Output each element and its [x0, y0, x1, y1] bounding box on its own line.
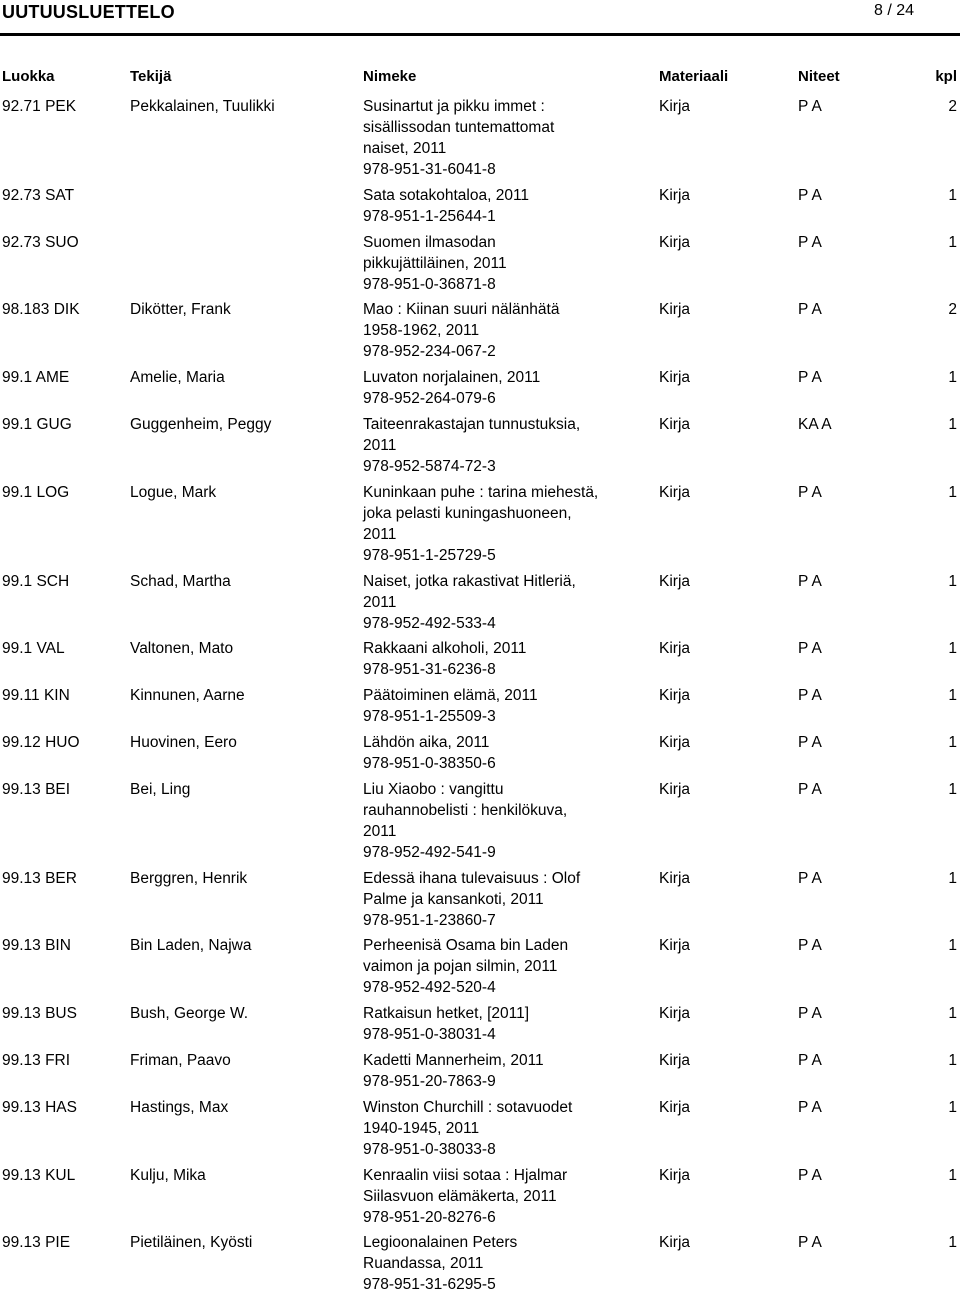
nimeke-line: 1940-1945, 2011: [363, 1119, 480, 1137]
column-header-kpl: kpl: [935, 68, 957, 85]
table-row: [0, 1232, 960, 1300]
cell-luokka: 99.13 PIE: [2, 1234, 71, 1252]
cell-nimeke: [363, 1003, 628, 1045]
nimeke-line: 978-952-234-067-2: [363, 343, 496, 361]
nimeke-line: 978-951-20-7863-9: [363, 1072, 496, 1090]
nimeke-line: 978-951-31-6236-8: [363, 661, 496, 679]
cell-niteet: P A: [798, 733, 822, 751]
cell-kpl: 1: [948, 869, 957, 887]
cell-kpl: 1: [948, 780, 957, 798]
nimeke-line: Kadetti Mannerheim, 2011: [363, 1051, 544, 1069]
document-title: UUTUUSLUETTELO: [2, 2, 175, 22]
nimeke-line: 978-952-264-079-6: [363, 390, 496, 408]
table-row: [0, 1097, 960, 1165]
cell-niteet: P A: [798, 780, 822, 798]
nimeke-line: 2011: [363, 436, 397, 454]
table-row: [0, 685, 960, 732]
nimeke-line: joka pelasti kuningashuoneen,: [363, 504, 572, 522]
table-row: [0, 1165, 960, 1233]
cell-nimeke: [363, 935, 628, 998]
cell-niteet: P A: [798, 1098, 822, 1116]
cell-materiaali: Kirja: [659, 483, 691, 501]
cell-nimeke: [363, 232, 628, 295]
nimeke-line: 978-952-492-520-4: [363, 979, 496, 997]
table-row: [0, 732, 960, 779]
cell-tekija: Bush, George W.: [130, 1005, 249, 1023]
cell-luokka: 99.1 LOG: [2, 483, 70, 501]
cell-nimeke: [363, 868, 628, 931]
nimeke-line: sisällissodan tuntemattomat: [363, 119, 555, 136]
cell-materiaali: Kirja: [659, 1005, 691, 1023]
cell-tekija: Dikötter, Frank: [130, 301, 231, 319]
cell-niteet: P A: [798, 687, 822, 705]
cell-kpl: 1: [948, 1051, 957, 1069]
cell-kpl: 1: [948, 937, 957, 955]
cell-luokka: 99.13 BEI: [2, 780, 71, 798]
cell-materiaali: Kirja: [659, 1098, 691, 1116]
cell-kpl: 2: [948, 301, 957, 319]
cell-kpl: 1: [948, 233, 957, 251]
table-row: [0, 299, 960, 367]
nimeke-line: rauhannobelisti : henkilökuva,: [363, 801, 568, 819]
column-header-row: [0, 68, 960, 88]
cell-tekija: Bin Laden, Najwa: [130, 937, 252, 955]
cell-niteet: P A: [798, 937, 822, 955]
nimeke-line: Kenraalin viisi sotaa : Hjalmar: [363, 1166, 568, 1184]
cell-luokka: 99.12 HUO: [2, 733, 80, 751]
nimeke-line: 1958-1962, 2011: [363, 322, 480, 340]
cell-luokka: 99.13 KUL: [2, 1166, 76, 1184]
table-row: [0, 1050, 960, 1097]
cell-kpl: 1: [948, 483, 957, 501]
cell-tekija: Berggren, Henrik: [130, 869, 248, 887]
nimeke-line: Susinartut ja pikku immet :: [363, 98, 545, 115]
nimeke-line: naiset, 2011: [363, 140, 447, 157]
cell-luokka: 99.13 BER: [2, 869, 77, 887]
nimeke-line: 978-951-20-8276-6: [363, 1208, 496, 1226]
cell-luokka: 99.1 SCH: [2, 572, 70, 590]
cell-luokka: 99.13 HAS: [2, 1098, 77, 1116]
cell-niteet: P A: [798, 1166, 822, 1184]
cell-materiaali: Kirja: [659, 98, 691, 115]
cell-materiaali: Kirja: [659, 733, 691, 751]
cell-luokka: 99.1 VAL: [2, 640, 65, 658]
cell-materiaali: Kirja: [659, 1051, 691, 1069]
cell-kpl: 1: [948, 1098, 957, 1116]
cell-kpl: 1: [948, 1234, 957, 1252]
table-row: [0, 935, 960, 1003]
nimeke-line: Sata sotakohtaloa, 2011: [363, 186, 530, 204]
cell-niteet: P A: [798, 1005, 822, 1023]
cell-nimeke: [363, 638, 628, 680]
nimeke-line: Liu Xiaobo : vangittu: [363, 780, 504, 798]
cell-niteet: P A: [798, 1051, 822, 1069]
cell-materiaali: Kirja: [659, 186, 691, 204]
cell-materiaali: Kirja: [659, 415, 691, 433]
table-row: [0, 232, 960, 300]
nimeke-line: 978-951-1-25729-5: [363, 546, 496, 564]
table-row: [0, 367, 960, 414]
cell-luokka: 99.1 GUG: [2, 415, 72, 433]
cell-nimeke: [363, 571, 628, 634]
column-header-materiaali: Materiaali: [659, 68, 729, 85]
cell-materiaali: Kirja: [659, 369, 691, 387]
cell-niteet: P A: [798, 640, 822, 658]
table-row: [0, 868, 960, 936]
nimeke-line: Suomen ilmasodan: [363, 233, 496, 251]
nimeke-line: Luvaton norjalainen, 2011: [363, 369, 541, 387]
table-row: [0, 1003, 960, 1050]
cell-niteet: P A: [798, 572, 822, 590]
cell-niteet: P A: [798, 483, 822, 501]
cell-nimeke: [363, 1050, 628, 1092]
column-header-tekija: Tekijä: [130, 68, 172, 85]
nimeke-line: Siilasvuon elämäkerta, 2011: [363, 1187, 557, 1205]
table-row: [0, 779, 960, 868]
cell-materiaali: Kirja: [659, 937, 691, 955]
cell-niteet: P A: [798, 186, 822, 204]
cell-materiaali: Kirja: [659, 640, 691, 658]
cell-tekija: Pietiläinen, Kyösti: [130, 1234, 253, 1252]
table-row: [0, 571, 960, 639]
nimeke-line: 978-951-31-6041-8: [363, 161, 496, 178]
table-row: [0, 96, 960, 185]
cell-materiaali: Kirja: [659, 572, 691, 590]
cell-materiaali: Kirja: [659, 869, 691, 887]
nimeke-line: Edessä ihana tulevaisuus : Olof: [363, 869, 581, 887]
cell-tekija: Logue, Mark: [130, 483, 217, 501]
column-header-niteet: Niteet: [798, 68, 840, 85]
nimeke-line: 978-951-31-6295-5: [363, 1276, 496, 1294]
cell-materiaali: Kirja: [659, 233, 691, 251]
catalog-list: [0, 96, 960, 1300]
nimeke-line: Perheenisä Osama bin Laden: [363, 937, 569, 955]
nimeke-line: 978-951-0-38033-8: [363, 1140, 496, 1158]
cell-luokka: 99.11 KIN: [2, 687, 70, 705]
nimeke-line: 2011: [363, 822, 397, 840]
cell-tekija: Huovinen, Eero: [130, 733, 237, 751]
nimeke-line: 978-951-1-25644-1: [363, 207, 496, 225]
cell-luokka: 99.13 FRI: [2, 1051, 71, 1069]
nimeke-line: Päätoiminen elämä, 2011: [363, 687, 538, 705]
table-row: [0, 185, 960, 232]
cell-niteet: P A: [798, 98, 822, 115]
nimeke-line: Rakkaani alkoholi, 2011: [363, 640, 527, 658]
nimeke-line: Kuninkaan puhe : tarina miehestä,: [363, 483, 599, 501]
nimeke-line: Ratkaisun hetket, [2011]: [363, 1005, 530, 1023]
cell-kpl: 1: [948, 1166, 957, 1184]
cell-kpl: 2: [948, 98, 957, 115]
nimeke-line: 2011: [363, 593, 397, 611]
cell-nimeke: [363, 96, 628, 180]
cell-tekija: Bei, Ling: [130, 780, 191, 798]
cell-niteet: KA A: [798, 415, 832, 433]
cell-tekija: Guggenheim, Peggy: [130, 415, 272, 433]
cell-nimeke: [363, 1165, 628, 1228]
nimeke-line: Lähdön aika, 2011: [363, 733, 490, 751]
cell-tekija: Valtonen, Mato: [130, 640, 234, 658]
cell-materiaali: Kirja: [659, 1234, 691, 1252]
nimeke-line: Naiset, jotka rakastivat Hitleriä,: [363, 572, 576, 590]
nimeke-line: Taiteenrakastajan tunnustuksia,: [363, 415, 581, 433]
cell-luokka: 99.1 AME: [2, 369, 70, 387]
cell-nimeke: [363, 299, 628, 362]
cell-nimeke: [363, 685, 628, 727]
cell-tekija: Schad, Martha: [130, 572, 231, 590]
cell-luokka: 92.73 SUO: [2, 233, 79, 251]
column-header-nimeke: Nimeke: [363, 68, 417, 85]
table-row: [0, 482, 960, 571]
nimeke-line: 978-951-1-25509-3: [363, 708, 496, 726]
cell-tekija: Kinnunen, Aarne: [130, 687, 245, 705]
cell-nimeke: [363, 1097, 628, 1160]
nimeke-line: Legioonalainen Peters: [363, 1234, 518, 1252]
cell-nimeke: [363, 1232, 628, 1295]
cell-kpl: 1: [948, 415, 957, 433]
cell-nimeke: [363, 482, 628, 566]
cell-niteet: P A: [798, 369, 822, 387]
nimeke-line: vaimon ja pojan silmin, 2011: [363, 958, 558, 976]
cell-niteet: P A: [798, 1234, 822, 1252]
column-header-luokka: Luokka: [2, 68, 55, 85]
cell-luokka: 99.13 BIN: [2, 937, 71, 955]
nimeke-line: pikkujättiläinen, 2011: [363, 254, 507, 272]
nimeke-line: 2011: [363, 525, 397, 543]
cell-kpl: 1: [948, 186, 957, 204]
cell-kpl: 1: [948, 687, 957, 705]
cell-niteet: P A: [798, 233, 822, 251]
nimeke-line: Palme ja kansankoti, 2011: [363, 890, 544, 908]
nimeke-line: Winston Churchill : sotavuodet: [363, 1098, 573, 1116]
cell-tekija: Pekkalainen, Tuulikki: [130, 98, 275, 115]
cell-tekija: Hastings, Max: [130, 1098, 229, 1116]
cell-materiaali: Kirja: [659, 780, 691, 798]
cell-tekija: Kulju, Mika: [130, 1166, 206, 1184]
cell-nimeke: [363, 414, 628, 477]
cell-kpl: 1: [948, 572, 957, 590]
cell-kpl: 1: [948, 640, 957, 658]
cell-luokka: 92.73 SAT: [2, 186, 75, 204]
cell-nimeke: [363, 367, 628, 409]
cell-luokka: 98.183 DIK: [2, 301, 80, 319]
nimeke-line: 978-952-5874-72-3: [363, 457, 496, 475]
nimeke-line: 978-952-492-533-4: [363, 614, 496, 632]
cell-niteet: P A: [798, 301, 822, 319]
cell-kpl: 1: [948, 1005, 957, 1023]
page-number: 8 / 24: [873, 2, 914, 19]
cell-kpl: 1: [948, 733, 957, 751]
nimeke-line: 978-951-0-38350-6: [363, 754, 496, 772]
cell-nimeke: [363, 732, 628, 774]
nimeke-line: 978-951-0-38031-4: [363, 1026, 496, 1044]
cell-materiaali: Kirja: [659, 301, 691, 319]
table-row: [0, 414, 960, 482]
header-rule: [0, 33, 960, 36]
cell-tekija: Amelie, Maria: [130, 369, 225, 387]
cell-tekija: Friman, Paavo: [130, 1051, 231, 1069]
cell-nimeke: [363, 185, 628, 227]
cell-luokka: 92.71 PEK: [2, 98, 77, 115]
cell-materiaali: Kirja: [659, 1166, 691, 1184]
nimeke-line: Ruandassa, 2011: [363, 1255, 484, 1273]
table-row: [0, 638, 960, 685]
cell-niteet: P A: [798, 869, 822, 887]
cell-kpl: 1: [948, 369, 957, 387]
nimeke-line: 978-951-0-36871-8: [363, 275, 496, 293]
nimeke-line: Mao : Kiinan suuri nälänhätä: [363, 301, 560, 319]
nimeke-line: 978-951-1-23860-7: [363, 911, 496, 929]
nimeke-line: 978-952-492-541-9: [363, 843, 496, 861]
cell-nimeke: [363, 779, 628, 863]
cell-materiaali: Kirja: [659, 687, 691, 705]
cell-luokka: 99.13 BUS: [2, 1005, 77, 1023]
